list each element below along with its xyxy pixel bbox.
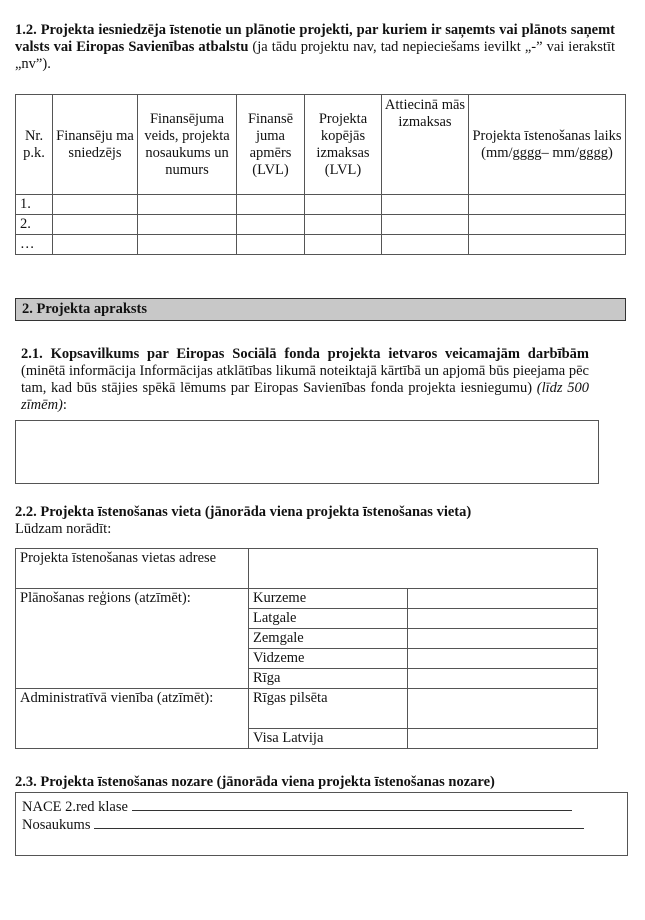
region-checkbox-zemgale[interactable]: [408, 629, 598, 649]
table-cell[interactable]: [382, 235, 469, 255]
section-1-2-heading: [15, 22, 615, 73]
section-number: 2.3.: [15, 774, 37, 790]
section-title: Projekta īstenošanas vieta (jānorāda viena projekta īstenošanas vieta): [40, 504, 472, 520]
section-note: (minētā informācija Informācijas atklātības likumā noteiktajā kārtībā un apjomā būs pieejama pēc tam, kad būs stājies spēkā lēmums par Eiropas Savienības fonda projekta iesniegumu): [21, 363, 589, 396]
table-cell[interactable]: [138, 215, 237, 235]
table-cell[interactable]: [305, 235, 382, 255]
char-limit: (līdz 500 zīmēm): [21, 380, 590, 413]
table-cell[interactable]: [53, 215, 138, 235]
row-number: 2.: [16, 215, 53, 235]
table-header-row: [16, 95, 626, 195]
table-cell[interactable]: [469, 215, 626, 235]
header-cell: Finansē juma apmērs (LVL): [237, 95, 305, 195]
table-cell[interactable]: [138, 195, 237, 215]
row-number: 1.: [16, 195, 53, 215]
location-table: [15, 548, 598, 749]
region-option-label: Rīga: [249, 669, 408, 689]
table-cell[interactable]: [237, 215, 305, 235]
region-checkbox-riga[interactable]: [408, 669, 598, 689]
region-label: Plānošanas reģions (atzīmēt):: [16, 589, 249, 689]
address-value[interactable]: [249, 549, 598, 589]
region-option-label: Kurzeme: [249, 589, 408, 609]
region-checkbox-latgale[interactable]: [408, 609, 598, 629]
address-label: Projekta īstenošanas vietas adrese: [16, 549, 249, 589]
section-title: Projekta īstenošanas nozare (jānorāda viena projekta īstenošanas nozare): [40, 774, 495, 790]
table-cell[interactable]: [305, 195, 382, 215]
table-cell[interactable]: [305, 215, 382, 235]
table-cell[interactable]: [382, 195, 469, 215]
table-cell[interactable]: [382, 215, 469, 235]
table-cell[interactable]: [53, 235, 138, 255]
section-2-3-heading: [15, 774, 615, 791]
sector-box: [15, 792, 628, 856]
admin-option-label: Rīgas pilsēta: [249, 689, 408, 729]
region-option-label: Zemgale: [249, 629, 408, 649]
section-number: 2.1.: [21, 346, 43, 362]
section-2-header: 2. Projekta apraksts: [15, 298, 626, 321]
name-input[interactable]: [94, 815, 584, 829]
section-title: Kopsavilkums par Eiropas Sociālā fonda projekta ietvaros veicamajām darbībām: [50, 346, 589, 362]
table-cell[interactable]: [138, 235, 237, 255]
admin-checkbox-all-latvia[interactable]: [408, 729, 598, 749]
region-checkbox-kurzeme[interactable]: [408, 589, 598, 609]
header-cell: Projekta kopējās izmaksas (LVL): [305, 95, 382, 195]
table-cell[interactable]: [469, 235, 626, 255]
section-note: (ja tādu projektu nav, tad nepieciešams ievilkt „-” vai ierakstīt „nv”).: [15, 39, 616, 72]
header-cell: Nr. p.k.: [16, 95, 53, 195]
table-cell[interactable]: [469, 195, 626, 215]
nace-label: NACE 2.red klase: [22, 799, 128, 815]
admin-option-label: Visa Latvija: [249, 729, 408, 749]
region-option-label: Latgale: [249, 609, 408, 629]
projects-table: [15, 94, 626, 255]
region-row: [16, 589, 598, 609]
header-cell: Finansēju ma sniedzējs: [53, 95, 138, 195]
address-row: [16, 549, 598, 589]
section-number: 2.2.: [15, 504, 37, 520]
region-option-label: Vidzeme: [249, 649, 408, 669]
section-2-2-heading: [15, 504, 615, 521]
admin-checkbox-riga-city[interactable]: [408, 689, 598, 729]
name-label: Nosaukums: [22, 817, 91, 833]
row-number: …: [16, 235, 53, 255]
section-2-1-heading: [21, 346, 589, 414]
admin-row: [16, 689, 598, 729]
region-checkbox-vidzeme[interactable]: [408, 649, 598, 669]
header-cell: Projekta īstenošanas laiks (mm/gggg– mm/gggg): [469, 95, 626, 195]
header-cell: Attiecinā mās izmaksas: [382, 95, 469, 195]
colon: :: [62, 397, 67, 413]
table-cell[interactable]: [237, 235, 305, 255]
header-cell: Finansējuma veids, projekta nosaukums un numurs: [138, 95, 237, 195]
summary-textarea[interactable]: [15, 420, 599, 484]
table-cell[interactable]: [53, 195, 138, 215]
table-row: [16, 235, 626, 255]
table-row: [16, 215, 626, 235]
table-cell[interactable]: [237, 195, 305, 215]
admin-label: Administratīvā vienība (atzīmēt):: [16, 689, 249, 749]
table-row: [16, 195, 626, 215]
instruction-text: Lūdzam norādīt:: [15, 521, 112, 537]
section-number: 1.2.: [15, 22, 37, 38]
nace-input[interactable]: [132, 797, 572, 811]
section-title: Projekta iesniedzēja īstenotie un plānotie projekti, par kuriem ir saņemts vai plānots saņemt valsts vai Eiropas Savienības atbalstu: [15, 22, 615, 55]
